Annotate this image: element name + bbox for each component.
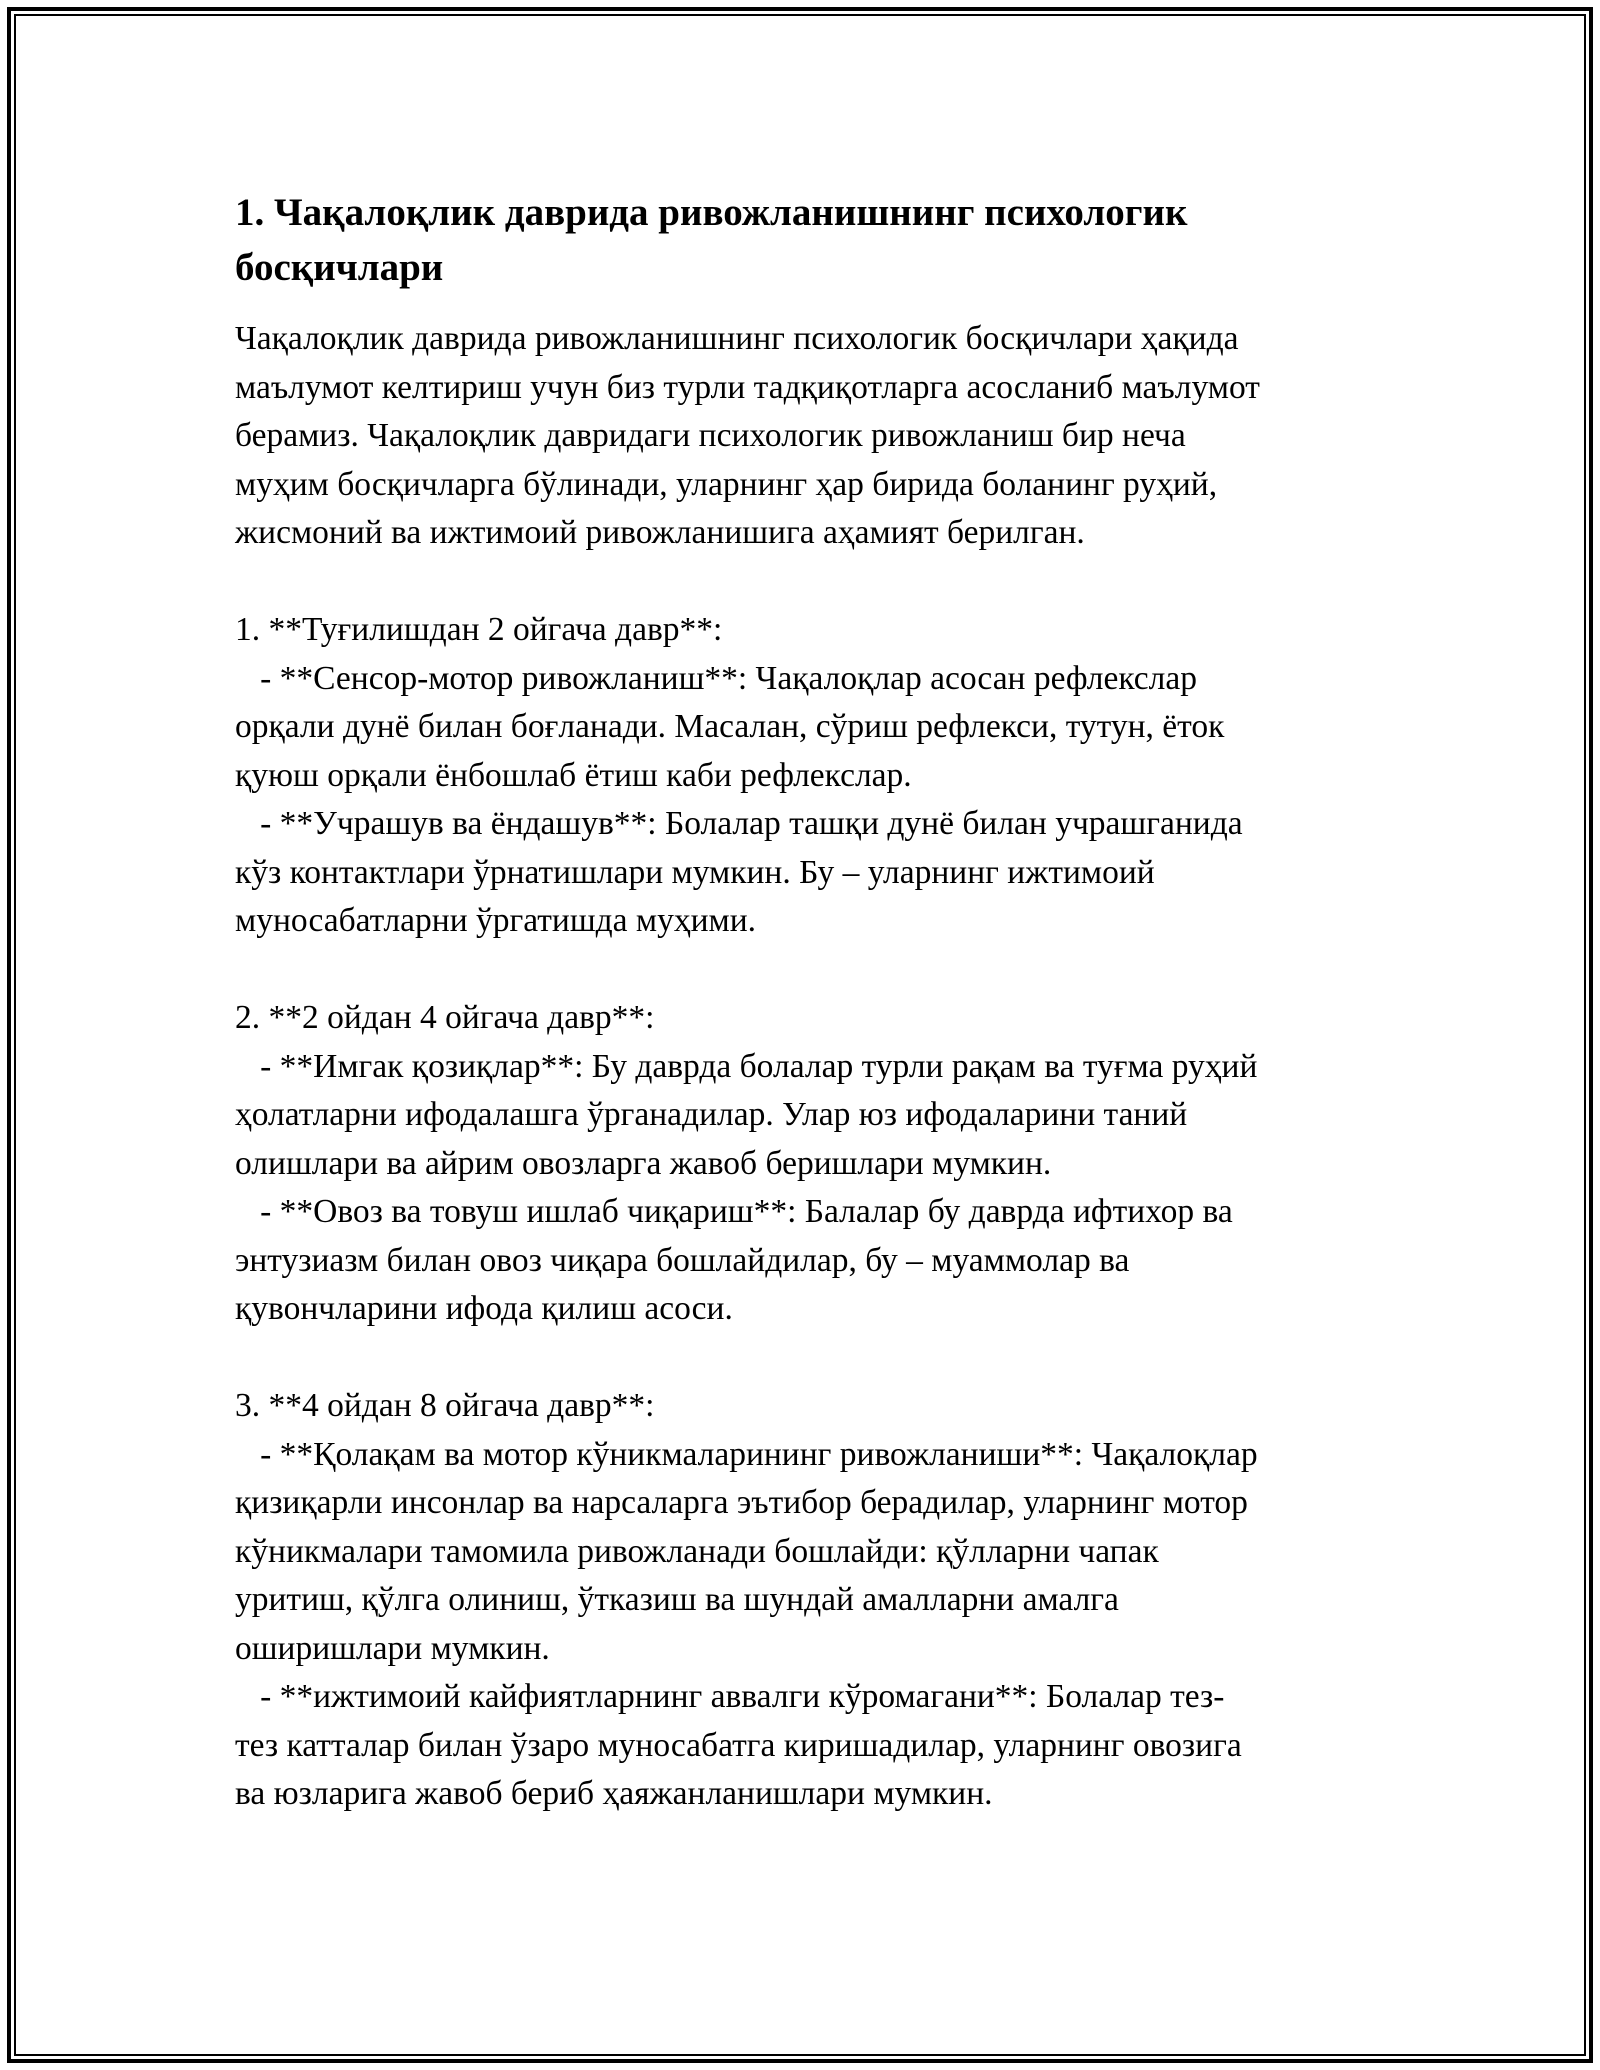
section-heading	[235, 185, 1365, 295]
stage-2-line: олишлари ва айрим овозларга жавоб беришлари мумкин.	[235, 1144, 1052, 1182]
stage-1-block	[235, 606, 1365, 946]
heading-line: 1. Чақалоқлик даврида ривожланишнинг психологик	[235, 191, 1188, 234]
intro-line: маълумот келтириш учун биз турли тадқиқотларга асосланиб маълумот	[235, 368, 1260, 406]
stage-3-title: 3. **4 ойдан 8 ойгача давр**:	[235, 1387, 655, 1424]
intro-line: жисмоний ва ижтимоий ривожланишига аҳамият берилган.	[235, 514, 1085, 551]
stage-3-line: - **Қолақам ва мотор кўникмаларининг ривожланиши**: Чақалоқлар	[235, 1435, 1258, 1473]
stage-3-line: уритиш, қўлга олиниш, ўтказиш ва шундай амалларни амалга	[235, 1581, 1119, 1618]
stage-3-line: қизиқарли инсонлар ва нарсаларга эътибор берадилар, уларнинг мотор	[235, 1484, 1248, 1521]
stage-1-line: муносабатларни ўргатишда муҳими.	[235, 902, 757, 939]
stage-3-line: кўникмалари тамомила ривожланади бошлайди: қўлларни чапак	[235, 1532, 1159, 1570]
stage-2-block	[235, 994, 1365, 1334]
intro-line: Чақалоқлик даврида ривожланишнинг психологик босқичлари ҳақида	[235, 320, 1239, 357]
stage-1-line: кўз контактлари ўрнатишлари мумкин. Бу – уларнинг ижтимоий	[235, 853, 1155, 891]
heading-line: босқичлари	[235, 246, 444, 289]
stage-2-line: энтузиазм билан овоз чиқара бошлайдилар, бу – муаммолар ва	[235, 1241, 1130, 1279]
stage-2-title: 2. **2 ойдан 4 ойгача давр**:	[235, 999, 655, 1036]
stage-3-line: ва юзларига жавоб бериб ҳаяжанланишлари мумкин.	[235, 1775, 993, 1812]
stage-2-line: қувончларини ифода қилиш асоси.	[235, 1290, 733, 1327]
stage-1-line: орқали дунё билан боғланади. Масалан, сўриш рефлекси, тутун, ёток	[235, 708, 1225, 745]
blank-line	[235, 946, 1365, 995]
stage-2-line: - **Овоз ва товуш ишлаб чиқариш**: Балалар бу даврда ифтихор ва	[235, 1193, 1233, 1230]
stage-1-line: - **Учрашув ва ёндашув**: Болалар ташқи дунё билан учрашганида	[235, 805, 1243, 842]
stage-1-line: қуюш орқали ёнбошлаб ётиш каби рефлекслар.	[235, 756, 912, 794]
stage-3-line: оширишлари мумкин.	[235, 1629, 550, 1667]
stage-1-title: 1. **Туғилишдан 2 ойгача давр**:	[235, 611, 723, 648]
stage-2-line: ҳолатларни ифодалашга ўрганадилар. Улар юз ифодаларини таний	[235, 1096, 1188, 1133]
stage-3-line: - **ижтимоий кайфиятларнинг аввалги кўромагани**: Болалар тез-	[235, 1678, 1225, 1715]
stage-1-line: - **Сенсор-мотор ривожланиш**: Чақалоқлар асосан рефлекслар	[235, 659, 1197, 697]
document-body	[235, 185, 1365, 1819]
intro-paragraph	[235, 315, 1365, 558]
stage-2-line: - **Имгак қозиқлар**: Бу даврда болалар турли рақам ва туғма руҳий	[235, 1047, 1258, 1085]
intro-line: берамиз. Чақалоқлик давридаги психологик ривожланиш бир неча	[235, 417, 1186, 454]
stage-3-line: тез катталар билан ўзаро муносабатга киришадилар, уларнинг овозига	[235, 1726, 1242, 1764]
blank-line	[235, 558, 1365, 607]
intro-line: муҳим босқичларга бўлинади, уларнинг ҳар бирида боланинг руҳий,	[235, 465, 1218, 503]
stage-3-block	[235, 1382, 1365, 1819]
blank-line	[235, 1334, 1365, 1383]
